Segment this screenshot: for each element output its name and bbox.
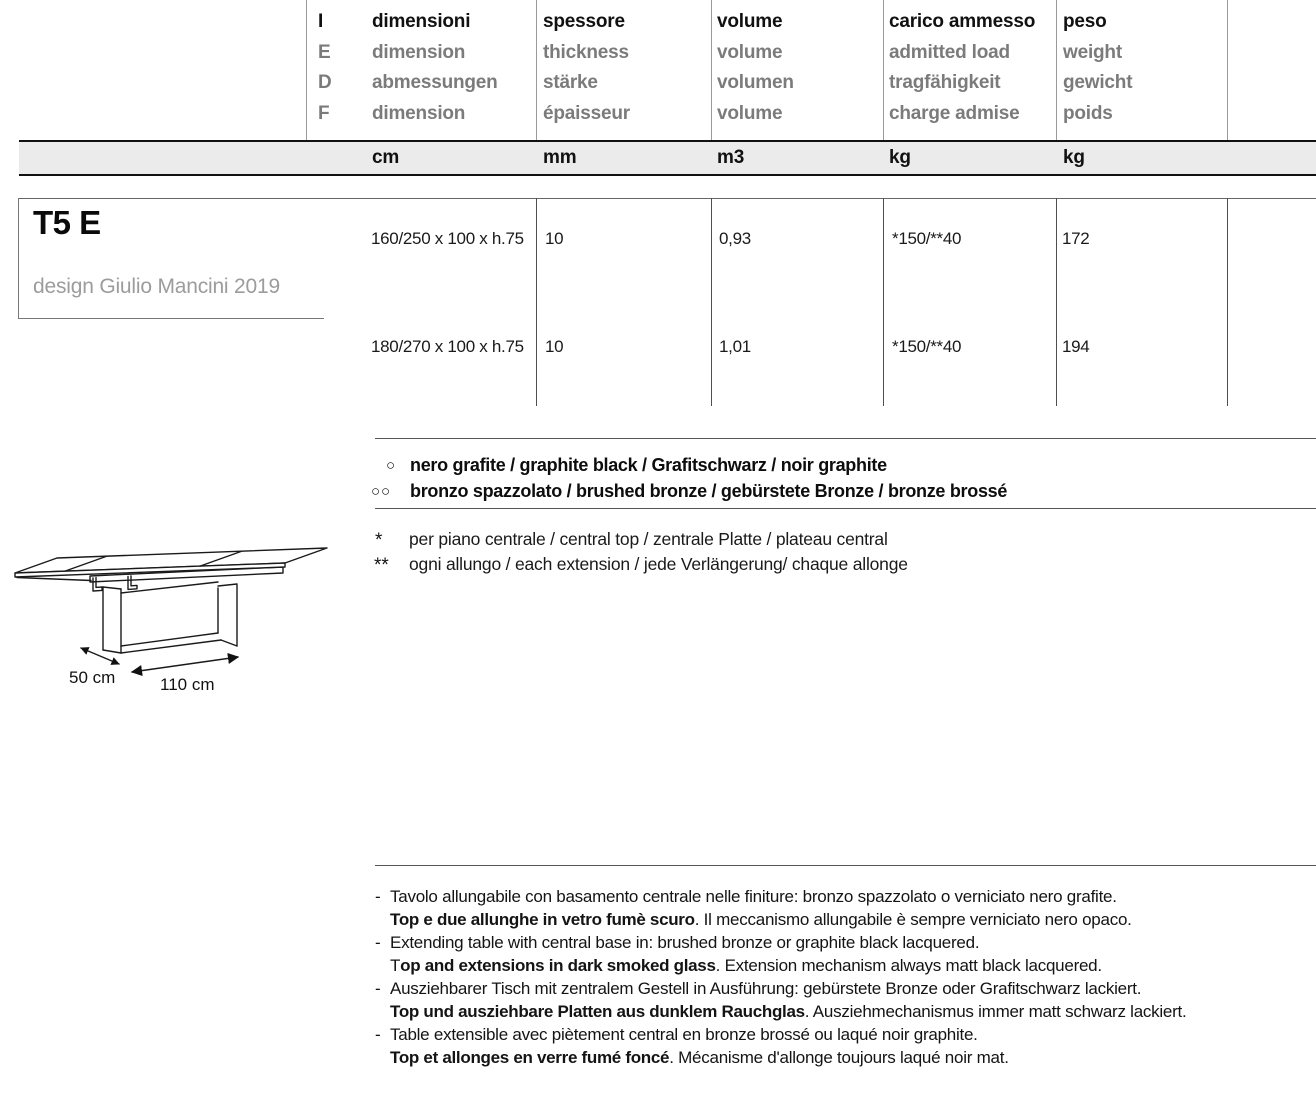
description-en-line2: Top and extensions in dark smoked glass. Extension mechanism always matt black lacquered. — [390, 956, 1102, 975]
description-fr-line2: Top et allonges en verre fumé foncé. Mécanisme d'allonge toujours laqué noir mat. — [390, 1048, 1009, 1067]
width-dimension-arrow — [132, 657, 238, 672]
unit-load: kg — [889, 147, 911, 168]
data-top-rule — [18, 198, 1316, 199]
language-letters-column — [318, 7, 332, 129]
depth-dimension-arrow — [81, 648, 119, 664]
row1-load: *150/**40 — [892, 229, 962, 248]
header-grid-line — [1056, 0, 1057, 141]
description-de-line2: Top und ausziehbare Platten aus dunklem Rauchglas. Ausziehmechanismus immer matt schwarz lackiert. — [390, 1002, 1187, 1021]
unit-weight: kg — [1063, 147, 1085, 168]
desc-dash-de: - — [375, 979, 381, 998]
product-box-bottom-border — [18, 318, 324, 319]
unit-thickness: mm — [543, 147, 577, 168]
desc-dash-it: - — [375, 887, 381, 906]
description-de-line1: Ausziehbarer Tisch mit zentralem Gestell in Ausführung: gebürstete Bronze oder Grafitschwarz lackiert. — [390, 979, 1142, 998]
table-base — [103, 582, 237, 653]
row2-weight: 194 — [1062, 337, 1090, 356]
row1-thickness: 10 — [545, 229, 564, 248]
description-en-line1: Extending table with central base in: brushed bronze or graphite black lacquered. — [390, 933, 980, 952]
column-header-thickness: spessore thickness stärke épaisseur — [543, 11, 630, 124]
product-box-left-border — [18, 198, 19, 318]
footnote-each-extension: ogni allungo / each extension / jede Verlängerung/ chaque allonge — [409, 554, 908, 574]
design-credit: design Giulio Mancini 2019 — [33, 275, 280, 298]
column-header-load: carico ammesso admitted load tragfähigkeit charge admise — [889, 11, 1036, 124]
data-grid-line — [536, 198, 537, 406]
finish-label-brushed-bronze: bronzo spazzolato / brushed bronze / gebürstete Bronze / bronze brossé — [410, 481, 1008, 501]
leaf-under-edge — [17, 578, 91, 581]
row2-volume: 1,01 — [719, 337, 751, 356]
width-dimension-label: 110 cm — [160, 675, 215, 694]
description-fr-line1: Table extensible avec piètement central en bronze brossé ou laqué noir graphite. — [390, 1025, 978, 1044]
header-grid-line — [883, 0, 884, 141]
footnote-double-asterisk: ** — [374, 555, 389, 576]
data-grid-line — [883, 198, 884, 406]
footnote-central-top: per piano centrale / central top / zentrale Platte / plateau central — [409, 529, 888, 549]
table-line-drawing — [5, 543, 350, 701]
data-grid-line — [1227, 198, 1228, 406]
unit-dimensions: cm — [372, 147, 400, 168]
finishes-bottom-rule — [375, 508, 1316, 509]
depth-dimension-label: 50 cm — [69, 668, 116, 687]
desc-dash-en: - — [375, 933, 381, 952]
header-grid-line — [536, 0, 537, 141]
description-it-line1: Tavolo allungabile con basamento centrale nelle finiture: bronzo spazzolato o verniciato nero grafite. — [390, 887, 1117, 906]
unit-volume: m3 — [717, 147, 745, 168]
lang-letter-fr: F — [318, 102, 330, 124]
header-grid-line — [306, 0, 307, 141]
finish-circle-single: ○ — [386, 457, 397, 474]
row2-thickness: 10 — [545, 337, 564, 356]
data-grid-line — [711, 198, 712, 406]
footnote-asterisk: * — [375, 530, 383, 551]
description-top-rule — [375, 865, 1316, 866]
column-header-volume: volume volume volumen volume — [717, 11, 794, 124]
lang-letter-it: I — [318, 11, 324, 32]
column-header-dimensions: dimensioni dimension abmessungen dimension — [372, 11, 498, 124]
row2-dimensions: 180/270 x 100 x h.75 — [371, 337, 524, 356]
description-it-line2: Top e due allunghe in vetro fumè scuro. Il meccanismo allungabile è sempre verniciato nero opaco. — [390, 910, 1132, 929]
data-grid-line — [1056, 198, 1057, 406]
units-row — [19, 140, 1316, 176]
row1-weight: 172 — [1062, 229, 1090, 248]
row1-dimensions: 160/250 x 100 x h.75 — [371, 229, 524, 248]
row2-load: *150/**40 — [892, 337, 962, 356]
finish-label-graphite-black: nero grafite / graphite black / Grafitschwarz / noir graphite — [410, 455, 887, 475]
header-grid-line — [711, 0, 712, 141]
desc-dash-fr: - — [375, 1025, 381, 1044]
finishes-top-rule — [375, 438, 1316, 439]
column-header-weight: peso weight gewicht poids — [1063, 11, 1133, 124]
finish-circle-double: ○○ — [371, 483, 392, 500]
header-grid-line — [1227, 0, 1228, 141]
product-name: T5 E — [33, 204, 101, 241]
lang-letter-de: D — [318, 72, 332, 93]
lang-letter-en: E — [318, 41, 331, 63]
row1-volume: 0,93 — [719, 229, 751, 248]
